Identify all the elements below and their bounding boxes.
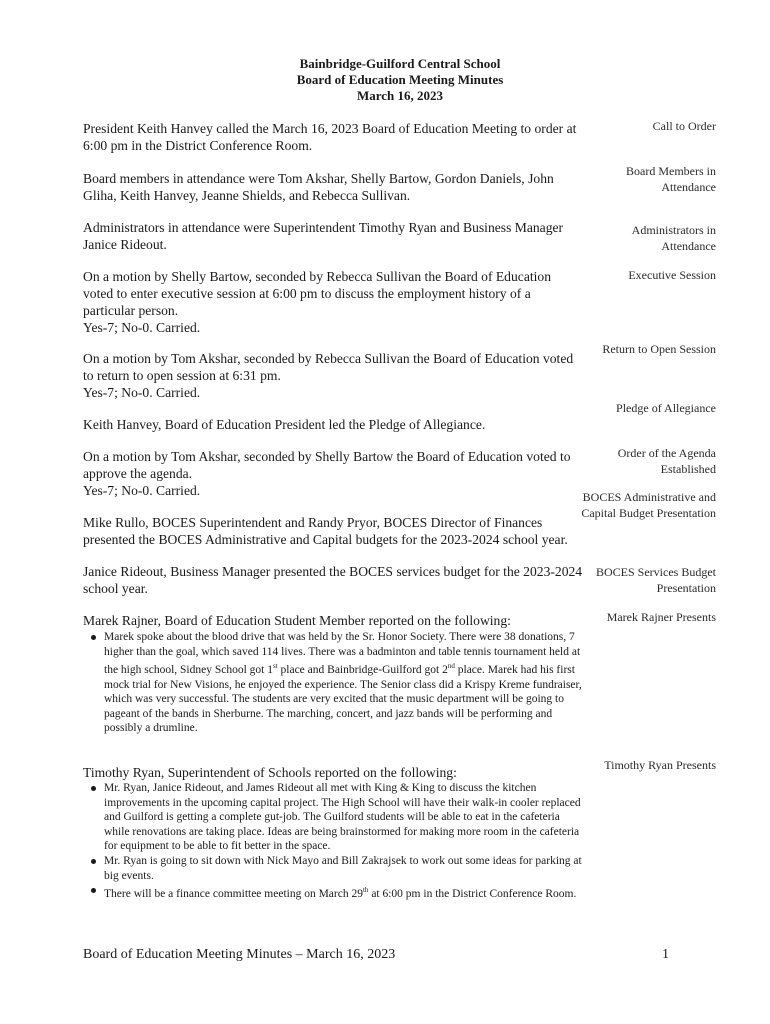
paragraph-agenda bbox=[83, 448, 583, 499]
paragraph-board-members: Board members in attendance were Tom Akshar, Shelly Bartow, Gordon Daniels, John Gliha, Keith Hanvey, Jeanne Shields, and Rebecca Sullivan. bbox=[83, 171, 554, 203]
side-heading-agenda: Order of the Agenda Established bbox=[617, 446, 716, 476]
side-heading-return-open-session: Return to Open Session bbox=[602, 342, 716, 356]
meeting-date: March 16, 2023 bbox=[356, 88, 444, 103]
paragraph-administrators: Administrators in attendance were Superintendent Timothy Ryan and Business Manager Janice Rideout. bbox=[83, 220, 564, 252]
list-item: Mr. Ryan is going to sit down with Nick Mayo and Bill Zakrajsek to work out some ideas for parking at big events. bbox=[88, 854, 583, 883]
return-session-vote: Yes-7; No-0. Carried. bbox=[83, 385, 201, 400]
paragraph-pledge: Keith Hanvey, Board of Education President led the Pledge of Allegiance. bbox=[83, 417, 486, 432]
return-session-text: On a motion by Tom Akshar, seconded by Rebecca Sullivan the Board of Education voted to return to open session at 6:31 pm. bbox=[83, 351, 574, 383]
paragraph-executive-session bbox=[83, 268, 583, 336]
side-heading-call-to-order: Call to Order bbox=[652, 119, 716, 133]
list-item: There will be a finance committee meeting on March 29th at 6:00 pm in the District Conference Room. bbox=[88, 883, 583, 901]
paragraph-call-to-order: President Keith Hanvey called the March 16, 2023 Board of Education Meeting to order at 6:00 pm in the District Conference Room. bbox=[83, 121, 577, 153]
document-header bbox=[0, 56, 770, 104]
school-name: Bainbridge-Guilford Central School bbox=[299, 56, 501, 71]
side-heading-executive-session: Executive Session bbox=[628, 268, 716, 282]
side-heading-boces-admin: BOCES Administrative and Capital Budget Presentation bbox=[581, 490, 716, 520]
paragraph-boces-admin-budget: Mike Rullo, BOCES Superintendent and Randy Pryor, BOCES Director of Finances presented the BOCES Administrative and Capital budgets for the 2023-2024 school year. bbox=[83, 515, 568, 547]
list-item: Marek spoke about the blood drive that was held by the Sr. Honor Society. There were 38 donations, 7 higher than the goal, which saved 114 lives. There was a badminton and table tennis tournament held at the high school, Sidney School got 1st place and Bainbridge-Guilford got 2nd place. Marek had his first mock trial for New Visions, he enjoyed the experience. The Senior class did a Krispy Kreme fundraiser, which was very successful. The students are very excited that the music department will be going to pageant of the bands in Sherburne. The marching, concert, and jazz bands will be performing and possibly a drumline. bbox=[88, 630, 583, 736]
executive-session-vote: Yes-7; No-0. Carried. bbox=[83, 320, 201, 335]
marek-bullet-list bbox=[88, 630, 583, 736]
ryan-bullet-list bbox=[88, 781, 583, 902]
side-heading-marek: Marek Rajner Presents bbox=[606, 610, 716, 624]
executive-session-text: On a motion by Shelly Bartow, seconded by Rebecca Sullivan the Board of Education voted to enter executive session at 6:00 pm to discuss the employment history of a particular person. bbox=[83, 269, 551, 318]
side-heading-board-members: Board Members in Attendance bbox=[626, 164, 716, 194]
document-title: Board of Education Meeting Minutes bbox=[296, 72, 504, 87]
list-item: Mr. Ryan, Janice Rideout, and James Rideout all met with King & King to discuss the kitchen improvements in the upcoming capital project. The High School will have their walk-in cooler replaced and Guilford is getting a complete gut-job. The Guilford students will be able to eat in the cafeteria while renovations are taking place. Ideas are being brainstormed for making more room in the cafeteria for equipment to be able to fit better in the space. bbox=[88, 781, 583, 854]
side-heading-pledge: Pledge of Allegiance bbox=[616, 401, 716, 415]
paragraph-marek-report: Marek Rajner, Board of Education Student Member reported on the following: bbox=[83, 613, 511, 628]
agenda-text: On a motion by Tom Akshar, seconded by Shelly Bartow the Board of Education voted to approve the agenda. bbox=[83, 449, 571, 481]
paragraph-ryan-report: Timothy Ryan, Superintendent of Schools reported on the following: bbox=[83, 765, 457, 780]
footer-text: Board of Education Meeting Minutes – March 16, 2023 bbox=[83, 947, 396, 962]
page-number: 1 bbox=[662, 947, 669, 962]
side-heading-administrators: Administrators in Attendance bbox=[631, 223, 716, 253]
agenda-vote: Yes-7; No-0. Carried. bbox=[83, 483, 201, 498]
side-heading-ryan: Timothy Ryan Presents bbox=[604, 758, 716, 772]
paragraph-boces-services-budget: Janice Rideout, Business Manager presented the BOCES services budget for the 2023-2024 school year. bbox=[83, 564, 583, 596]
side-heading-boces-services: BOCES Services Budget Presentation bbox=[596, 565, 716, 595]
paragraph-return-open-session bbox=[83, 350, 583, 401]
